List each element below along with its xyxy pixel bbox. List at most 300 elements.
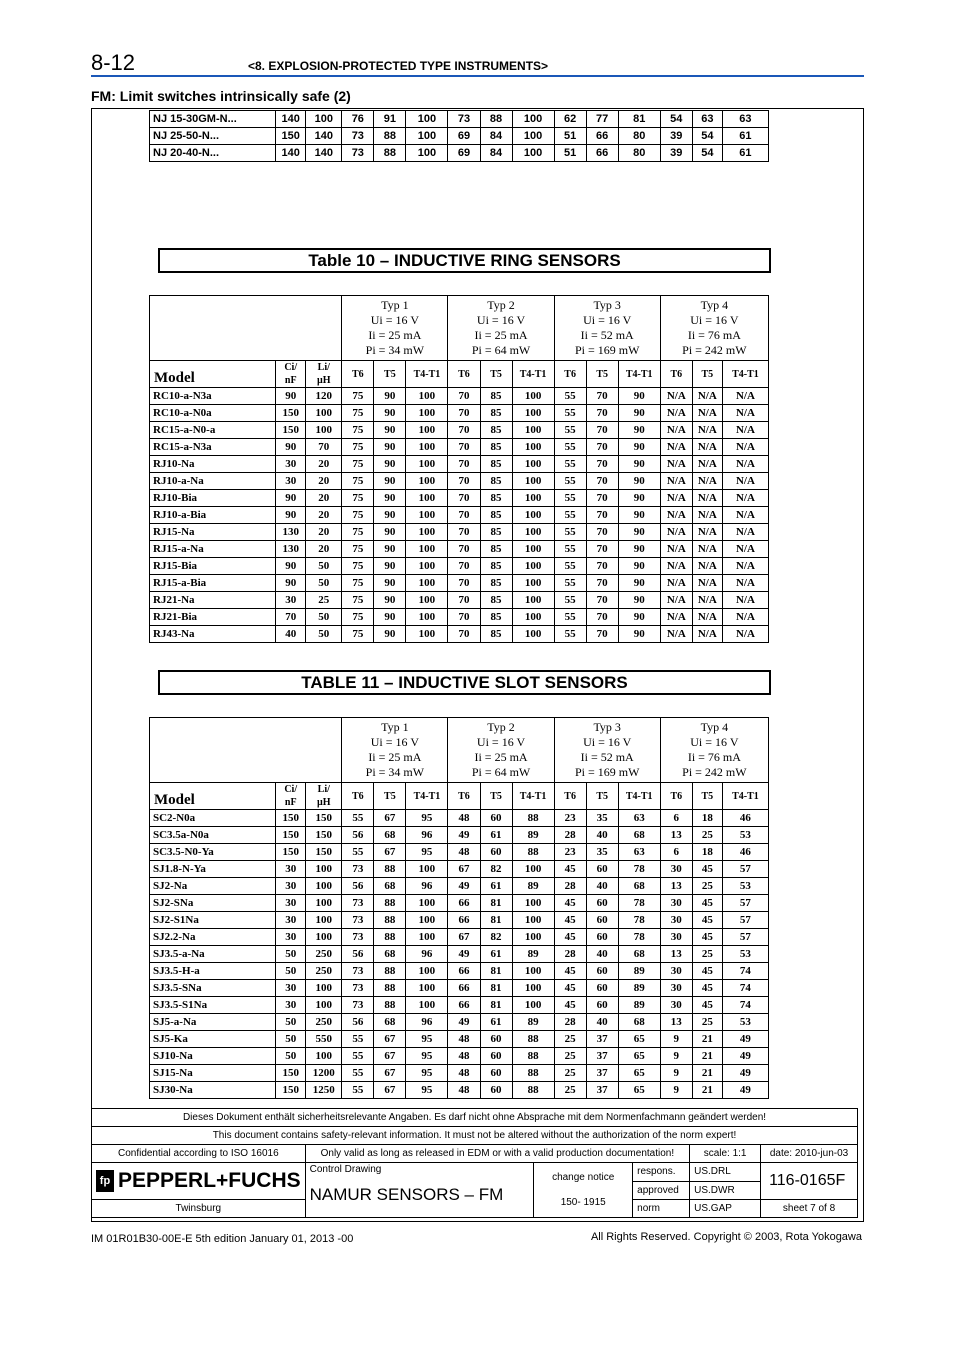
table-cell: 25 <box>554 1082 586 1099</box>
table-cell: 150 <box>276 128 306 145</box>
table-cell: 70 <box>586 405 618 422</box>
table-cell: 100 <box>512 473 554 490</box>
table-cell: 140 <box>306 128 342 145</box>
table-cell: N/A <box>722 558 768 575</box>
notice-german: Dieses Dokument enthält sicherheitsrelevante Angaben. Es darf nicht ohne Absprache mit dem Normenfachmann geändert werden! <box>92 1109 858 1127</box>
table-cell: 20 <box>306 456 342 473</box>
table-cell: 100 <box>406 490 448 507</box>
table-cell: 100 <box>406 592 448 609</box>
model-name: SJ5-a-Na <box>150 1014 276 1031</box>
table-cell: 30 <box>276 895 306 912</box>
table-row <box>150 524 769 541</box>
table-row <box>150 128 769 145</box>
temp-class-header: T5 <box>374 361 406 388</box>
table-cell: 45 <box>554 895 586 912</box>
table-cell: N/A <box>692 558 722 575</box>
table-cell: 75 <box>342 558 374 575</box>
table-cell: 85 <box>480 575 512 592</box>
table-cell: 70 <box>586 575 618 592</box>
table-cell: 55 <box>342 1048 374 1065</box>
table-row <box>150 456 769 473</box>
drawing-title: NAMUR SENSORS – FM <box>309 1185 504 1204</box>
table-cell: 75 <box>342 439 374 456</box>
typ-header-line: Ui = 16 V <box>583 735 632 749</box>
table-cell: 85 <box>480 609 512 626</box>
table-row <box>150 878 769 895</box>
typ-header-line: Pi = 242 mW <box>682 765 747 779</box>
table-row <box>150 541 769 558</box>
table-cell: 100 <box>406 456 448 473</box>
table-row <box>150 422 769 439</box>
table-cell: 55 <box>342 1031 374 1048</box>
model-name: SC3.5-N0-Ya <box>150 844 276 861</box>
table-cell: 95 <box>406 810 448 827</box>
table-cell: 77 <box>586 111 618 128</box>
table-cell: 50 <box>276 1014 306 1031</box>
table-row <box>150 388 769 405</box>
table-cell: 30 <box>276 473 306 490</box>
table-cell: 48 <box>448 1082 480 1099</box>
table-cell: 75 <box>342 609 374 626</box>
model-name: SC3.5a-N0a <box>150 827 276 844</box>
table-row <box>150 963 769 980</box>
table-cell: 90 <box>618 422 660 439</box>
table-cell: 45 <box>692 980 722 997</box>
table-cell: 51 <box>554 128 586 145</box>
table-cell: 50 <box>276 1048 306 1065</box>
typ-header-line: Ii = 76 mA <box>687 328 741 342</box>
typ-1-header <box>342 718 448 783</box>
approved: US.DWR <box>690 1181 761 1200</box>
table-cell: 56 <box>342 1014 374 1031</box>
table-cell: 88 <box>374 980 406 997</box>
table-cell: 68 <box>618 827 660 844</box>
table-cell: 40 <box>276 626 306 643</box>
table-cell: 69 <box>448 145 480 162</box>
table-cell: 66 <box>448 997 480 1014</box>
table-cell: 150 <box>276 405 306 422</box>
temp-class-header: T5 <box>586 361 618 388</box>
table-cell: 67 <box>374 844 406 861</box>
table-row <box>150 997 769 1014</box>
confidential-note: Confidential according to ISO 16016 <box>92 1145 306 1163</box>
table-cell: 53 <box>722 1014 768 1031</box>
table-cell: N/A <box>692 422 722 439</box>
temp-class-header: T6 <box>660 783 692 810</box>
typ-header-line: Ui = 16 V <box>690 313 739 327</box>
table-cell: 81 <box>480 997 512 1014</box>
table-cell: 13 <box>660 1014 692 1031</box>
table-cell: 55 <box>554 524 586 541</box>
table-cell: 130 <box>276 541 306 558</box>
table-cell: 120 <box>306 388 342 405</box>
table-cell: 21 <box>692 1082 722 1099</box>
table-cell: 90 <box>374 405 406 422</box>
table-cell: 55 <box>554 473 586 490</box>
norm-label: norm <box>633 1200 690 1218</box>
table-cell: 81 <box>480 980 512 997</box>
table-cell: 100 <box>512 145 554 162</box>
table-cell: 63 <box>618 810 660 827</box>
table-cell: 85 <box>480 422 512 439</box>
table-cell: 65 <box>618 1082 660 1099</box>
model-name: RJ15-a-Bia <box>150 575 276 592</box>
table-cell: 140 <box>276 111 306 128</box>
temp-class-header: T5 <box>692 783 722 810</box>
table-cell: 55 <box>554 422 586 439</box>
typ-header-line: Ui = 16 V <box>370 735 419 749</box>
model-name: NJ 15-30GM-N... <box>150 111 276 128</box>
table-cell: 90 <box>276 558 306 575</box>
table-cell: 37 <box>586 1048 618 1065</box>
temp-class-header: T4-T1 <box>406 783 448 810</box>
drawing-title-cell <box>305 1163 534 1218</box>
table-cell: 89 <box>512 946 554 963</box>
table-cell: 37 <box>586 1082 618 1099</box>
logo-cell <box>92 1163 306 1200</box>
table-cell: 54 <box>692 128 722 145</box>
table-cell: 100 <box>512 111 554 128</box>
table-cell: 75 <box>342 575 374 592</box>
table-cell: 100 <box>406 111 448 128</box>
table-cell: 90 <box>618 558 660 575</box>
table-cell: 96 <box>406 946 448 963</box>
table-cell: 90 <box>618 456 660 473</box>
model-name: SJ3.5-a-Na <box>150 946 276 963</box>
table-cell: 20 <box>306 490 342 507</box>
table-cell: 61 <box>722 128 768 145</box>
table-cell: 100 <box>406 422 448 439</box>
table-cell: 62 <box>554 111 586 128</box>
table-cell: 21 <box>692 1065 722 1082</box>
typ-3-header <box>554 296 660 361</box>
table-row <box>150 145 769 162</box>
table-cell: 250 <box>306 946 342 963</box>
model-name: SC2-N0a <box>150 810 276 827</box>
table-cell: 50 <box>306 626 342 643</box>
table-cell: N/A <box>660 626 692 643</box>
table-cell: 100 <box>406 626 448 643</box>
table-cell: 100 <box>306 929 342 946</box>
table-cell: N/A <box>660 422 692 439</box>
temp-class-header: T6 <box>554 361 586 388</box>
table-cell: 100 <box>306 1048 342 1065</box>
table-cell: 100 <box>406 609 448 626</box>
table-cell: 100 <box>406 507 448 524</box>
table-cell: 90 <box>618 575 660 592</box>
temp-class-header: T4-T1 <box>512 783 554 810</box>
table-cell: 88 <box>512 1082 554 1099</box>
table-cell: 100 <box>512 997 554 1014</box>
table-cell: 100 <box>406 524 448 541</box>
model-name: SJ2-SNa <box>150 895 276 912</box>
table-cell: 55 <box>554 405 586 422</box>
table-cell: N/A <box>722 609 768 626</box>
model-header: Model <box>150 783 276 810</box>
typ-header-row <box>150 296 769 361</box>
table-cell: 75 <box>342 473 374 490</box>
li-header <box>306 783 342 810</box>
table-cell: 100 <box>512 490 554 507</box>
typ-header-line: Ii = 25 mA <box>474 750 528 764</box>
table-cell: 74 <box>722 980 768 997</box>
scale: scale: 1:1 <box>690 1145 761 1163</box>
table-cell: 89 <box>618 997 660 1014</box>
temp-class-header: T5 <box>692 361 722 388</box>
change-notice-label: change notice <box>552 1172 615 1183</box>
table-cell: 81 <box>480 963 512 980</box>
table-cell: 84 <box>480 128 512 145</box>
table-cell: 45 <box>692 861 722 878</box>
table-cell: 75 <box>342 507 374 524</box>
table-cell: 53 <box>722 827 768 844</box>
typ-header-row <box>150 718 769 783</box>
table-cell: N/A <box>660 541 692 558</box>
table-row <box>150 827 769 844</box>
table-cell: 75 <box>342 541 374 558</box>
table-cell: 68 <box>374 1014 406 1031</box>
table-cell: 90 <box>276 507 306 524</box>
table-cell: 30 <box>276 980 306 997</box>
table-cell: 81 <box>618 111 660 128</box>
sheet-number: sheet 7 of 8 <box>761 1200 858 1218</box>
table-cell: 49 <box>448 1014 480 1031</box>
table-cell: 100 <box>512 626 554 643</box>
table-cell: 66 <box>448 980 480 997</box>
typ-header-line: Pi = 34 mW <box>365 343 425 357</box>
table-row <box>150 473 769 490</box>
table-cell: 100 <box>512 524 554 541</box>
table-cell: 82 <box>480 861 512 878</box>
table-cell: 90 <box>374 541 406 558</box>
table-cell: 20 <box>306 473 342 490</box>
table-cell: 100 <box>306 980 342 997</box>
table-row <box>150 980 769 997</box>
table-cell: 55 <box>554 388 586 405</box>
table-cell: 70 <box>448 456 480 473</box>
table-cell: 30 <box>276 592 306 609</box>
table-row <box>150 810 769 827</box>
table-cell: 100 <box>406 405 448 422</box>
table-cell: 100 <box>406 997 448 1014</box>
table-cell: 46 <box>722 810 768 827</box>
table-cell: N/A <box>722 575 768 592</box>
table-cell: 40 <box>586 1014 618 1031</box>
table-cell: 55 <box>342 810 374 827</box>
table-cell: 100 <box>306 878 342 895</box>
table-cell: 70 <box>586 524 618 541</box>
table-cell: N/A <box>692 541 722 558</box>
table-cell: 150 <box>306 810 342 827</box>
table-cell: 55 <box>554 609 586 626</box>
footer-left: IM 01R01B30-00E-E 5th edition January 01, 2013 -00 <box>91 1233 354 1245</box>
model-name: NJ 25-50-N... <box>150 128 276 145</box>
table-cell: 70 <box>586 507 618 524</box>
table-cell: 89 <box>512 827 554 844</box>
table-row <box>150 575 769 592</box>
typ-header-line: Pi = 242 mW <box>682 343 747 357</box>
table-cell: N/A <box>692 524 722 541</box>
table-cell: 130 <box>276 524 306 541</box>
doc-number: 116-0165F <box>761 1163 858 1200</box>
respons: US.DRL <box>690 1163 761 1182</box>
table-cell: 63 <box>692 111 722 128</box>
table-cell: 73 <box>448 111 480 128</box>
table-cell: 30 <box>660 912 692 929</box>
table-cell: 45 <box>692 912 722 929</box>
table-cell: N/A <box>660 439 692 456</box>
table-cell: 100 <box>512 963 554 980</box>
table-cell: 67 <box>374 1048 406 1065</box>
table-cell: 95 <box>406 1065 448 1082</box>
change-notice: 150- 1915 <box>560 1197 606 1208</box>
table-cell: 60 <box>586 980 618 997</box>
table-row <box>150 1065 769 1082</box>
table-cell: N/A <box>722 507 768 524</box>
ci-header <box>276 361 306 388</box>
table-cell: 30 <box>276 912 306 929</box>
table-cell: 54 <box>660 111 692 128</box>
ci-header-line: nF <box>284 375 297 386</box>
table-cell: N/A <box>722 473 768 490</box>
table-cell: 90 <box>374 439 406 456</box>
table-cell: 150 <box>276 422 306 439</box>
table-cell: 75 <box>342 405 374 422</box>
table-cell: 56 <box>342 878 374 895</box>
table-cell: N/A <box>660 524 692 541</box>
table-cell: N/A <box>692 609 722 626</box>
model-name: RJ10-a-Na <box>150 473 276 490</box>
table-cell: 53 <box>722 946 768 963</box>
table-cell: N/A <box>660 558 692 575</box>
table-cell: 60 <box>586 963 618 980</box>
table-cell: 68 <box>618 878 660 895</box>
typ-header-line: Ui = 16 V <box>476 735 526 749</box>
table-cell: 100 <box>406 895 448 912</box>
table-cell: 56 <box>342 827 374 844</box>
table-cell: N/A <box>692 388 722 405</box>
table-cell: 70 <box>586 473 618 490</box>
table-cell: N/A <box>692 473 722 490</box>
table-cell: 60 <box>480 1031 512 1048</box>
table-cell: 18 <box>692 810 722 827</box>
table-cell: 60 <box>586 861 618 878</box>
table-cell: 30 <box>660 895 692 912</box>
table-cell: 39 <box>660 128 692 145</box>
table-cell: 100 <box>512 405 554 422</box>
ci-header-line: nF <box>284 797 297 808</box>
table-cell: 100 <box>512 980 554 997</box>
table-cell: 35 <box>586 810 618 827</box>
table-cell: 88 <box>374 963 406 980</box>
table-cell: 70 <box>306 439 342 456</box>
table-cell: 78 <box>618 895 660 912</box>
temp-class-header: T6 <box>660 361 692 388</box>
table-cell: 90 <box>374 422 406 439</box>
table-cell: 95 <box>406 844 448 861</box>
model-name: RJ21-Bia <box>150 609 276 626</box>
table-cell: 45 <box>692 895 722 912</box>
temp-class-header: T5 <box>374 783 406 810</box>
table-cell: 75 <box>342 592 374 609</box>
typ-header-line: Typ 2 <box>487 298 515 312</box>
table-cell: 49 <box>722 1031 768 1048</box>
model-name: SJ2.2-Na <box>150 929 276 946</box>
table-cell: 70 <box>586 388 618 405</box>
table-cell: 55 <box>554 575 586 592</box>
validity-note: Only valid as long as released in EDM or with a valid production documentation! <box>305 1145 690 1163</box>
table-cell: 88 <box>374 912 406 929</box>
table-cell: 100 <box>512 128 554 145</box>
table-cell: 70 <box>448 626 480 643</box>
table-cell: 100 <box>306 111 342 128</box>
table-cell: 50 <box>276 963 306 980</box>
table-cell: 90 <box>276 439 306 456</box>
section-title: FM: Limit switches intrinsically safe (2) <box>91 88 351 104</box>
respons-label: respons. <box>633 1163 690 1182</box>
table-cell: 150 <box>306 827 342 844</box>
table-cell: 25 <box>692 878 722 895</box>
table-cell: N/A <box>660 405 692 422</box>
table-cell: 49 <box>722 1082 768 1099</box>
table-cell: 73 <box>342 895 374 912</box>
table-cell: 85 <box>480 524 512 541</box>
table-cell: 73 <box>342 912 374 929</box>
typ-header-line: Ui = 16 V <box>583 313 632 327</box>
model-name: SJ10-Na <box>150 1048 276 1065</box>
table-cell: 100 <box>406 912 448 929</box>
table-row <box>150 490 769 507</box>
model-name: RJ21-Na <box>150 592 276 609</box>
norm: US.GAP <box>690 1200 761 1218</box>
table-cell: 55 <box>554 541 586 558</box>
table-cell: 96 <box>406 827 448 844</box>
table-cell: 60 <box>586 997 618 1014</box>
table-cell: 90 <box>276 490 306 507</box>
temp-class-header: T6 <box>342 783 374 810</box>
table-cell: 78 <box>618 929 660 946</box>
table-cell: 75 <box>342 388 374 405</box>
table-cell: 90 <box>618 524 660 541</box>
model-name: RJ15-Na <box>150 524 276 541</box>
table-cell: 90 <box>374 609 406 626</box>
table-cell: 48 <box>448 1065 480 1082</box>
table-cell: 100 <box>512 439 554 456</box>
table-cell: 100 <box>512 507 554 524</box>
li-header-line: µH <box>317 797 331 808</box>
table-cell: 90 <box>374 558 406 575</box>
model-name: SJ2-S1Na <box>150 912 276 929</box>
table-cell: 95 <box>406 1031 448 1048</box>
ci-header-line: Ci/ <box>284 784 298 795</box>
table-cell: 100 <box>406 128 448 145</box>
model-name: SJ30-Na <box>150 1082 276 1099</box>
typ-header-line: Pi = 169 mW <box>574 343 640 357</box>
table-cell: 100 <box>512 575 554 592</box>
table-cell: N/A <box>692 405 722 422</box>
table-cell: 57 <box>722 895 768 912</box>
table-cell: 89 <box>512 878 554 895</box>
li-header-line: Li/ <box>317 362 330 373</box>
table-cell: 20 <box>306 541 342 558</box>
table-cell: 140 <box>306 145 342 162</box>
table-cell: N/A <box>722 524 768 541</box>
table-cell: 96 <box>406 878 448 895</box>
table-cell: N/A <box>722 490 768 507</box>
table-cell: 65 <box>618 1048 660 1065</box>
table-cell: 21 <box>692 1048 722 1065</box>
table-cell: 45 <box>554 963 586 980</box>
